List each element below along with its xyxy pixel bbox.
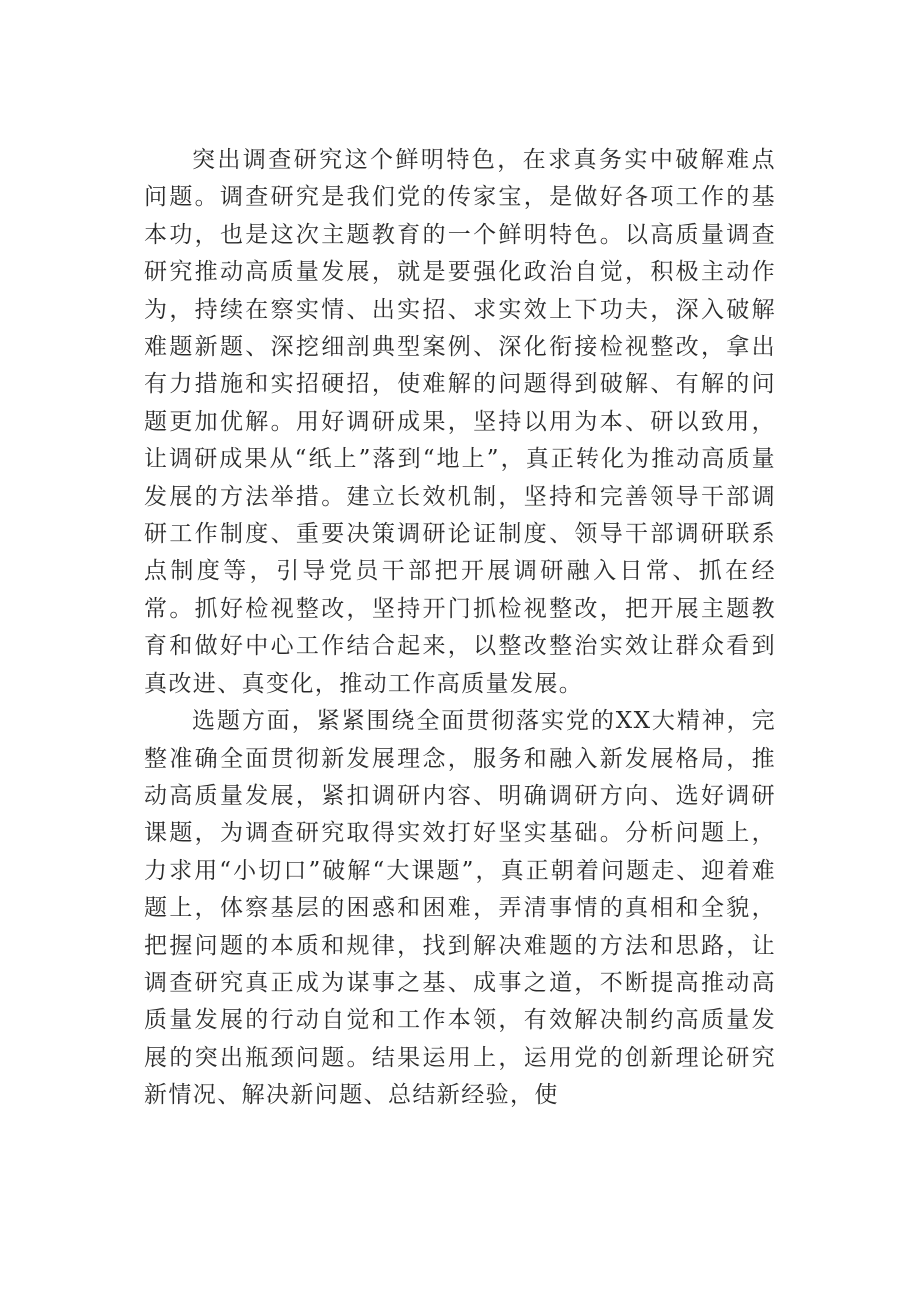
document-body <box>144 142 776 1115</box>
paragraph-2: 选题方面，紧紧围绕全面贯彻落实党的XX大精神，完整准确全面贯彻新发展理念，服务和融入新发展格局，推动高质量发展，紧扣调研内容、明确调研方向、选好调研课题，为调查研究取得实效打好坚实基础。分析问题上，力求用“小切口”破解“大课题”，真正朝着问题走、迎着难题上，体察基层的困惑和困难，弄清事情的真相和全貌，把握问题的本质和规律，找到解决难题的方法和思路，让调查研究真正成为谋事之基、成事之道，不断提高推动高质量发展的行动自觉和工作本领，有效解决制约高质量发展的突出瓶颈问题。结果运用上，运用党的创新理论研究新情况、解决新问题、总结新经验，使 <box>144 708 776 1109</box>
paragraph-1: 突出调查研究这个鲜明特色，在求真务实中破解难点问题。调查研究是我们党的传家宝，是做好各项工作的基本功，也是这次主题教育的一个鲜明特色。以高质量调查研究推动高质量发展，就是要强化政治自觉，积极主动作为，持续在察实情、出实招、求实效上下功夫，深入破解难题新题、深挖细剖典型案例、深化衔接检视整改，拿出有力措施和实招硬招，使难解的问题得到破解、有解的问题更加优解。用好调研成果，坚持以用为本、研以致用，让调研成果从“纸上”落到“地上”，真正转化为推动高质量发展的方法举措。建立长效机制，坚持和完善领导干部调研工作制度、重要决策调研论证制度、领导干部调研联系点制度等，引导党员干部把开展调研融入日常、抓在经常。抓好检视整改，坚持开门抓检视整改，把开展主题教育和做好中心工作结合起来，以整改整治实效让群众看到真改进、真变化，推动工作高质量发展。 <box>144 147 776 697</box>
